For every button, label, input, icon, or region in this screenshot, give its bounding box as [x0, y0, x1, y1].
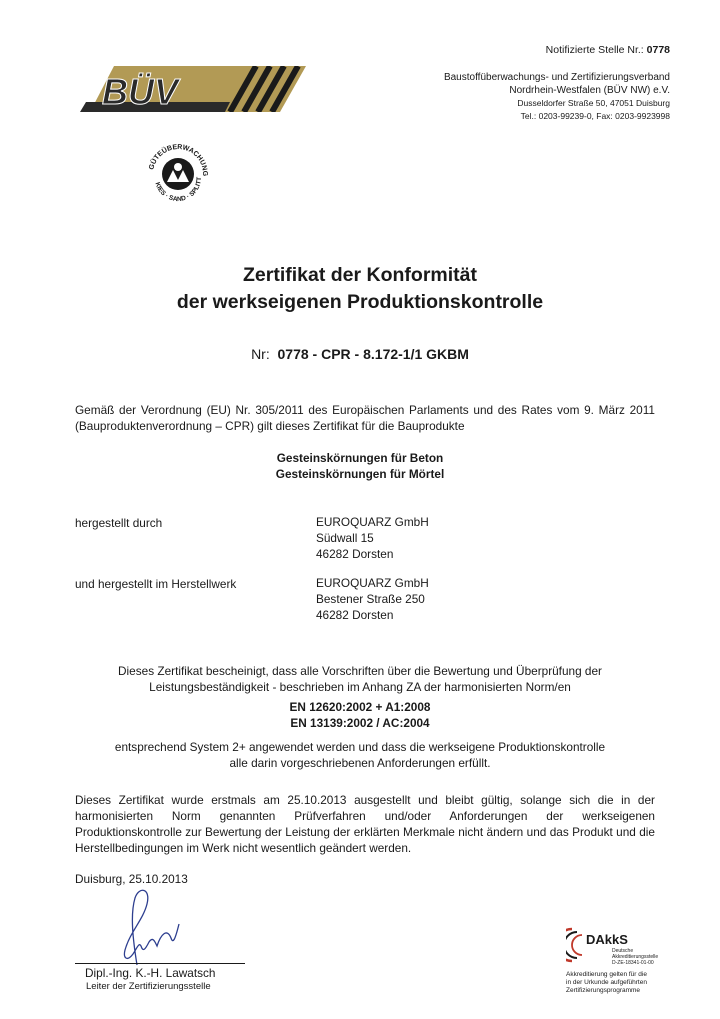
certificate-title [0, 262, 720, 316]
org-line-4: Tel.: 0203-99239-0, Fax: 0203-9923998 [520, 110, 670, 121]
plant-city: 46282 Dorsten [316, 608, 394, 622]
place-date: Duisburg, 25.10.2013 [75, 872, 188, 886]
system-paragraph [60, 739, 660, 771]
system-line-1: entsprechend System 2+ angewendet werden und dass die werkseigene Produktionskontrolle [114, 740, 606, 754]
standards-list [60, 699, 660, 731]
quality-seal [143, 138, 213, 209]
notified-number: 0778 [646, 44, 670, 56]
quality-seal-icon [143, 138, 213, 204]
cert-number-value: 0778 - CPR - 8.172-1/1 GKBM [277, 346, 469, 362]
signatory-role: Leiter der Zertifizierungsstelle [86, 981, 211, 992]
signature [75, 880, 205, 975]
system-line-2: alle darin vorgeschriebenen Anforderungen erfüllt. [229, 756, 491, 770]
notified-label: Notifizierte Stelle Nr.: [545, 44, 644, 56]
title-line-1: Zertifikat der Konformität [242, 264, 478, 286]
product-item: Gesteinskörnungen für Mörtel [275, 467, 445, 481]
manufacturer-name: EUROQUARZ GmbH [316, 515, 429, 529]
certifies-paragraph [60, 663, 660, 695]
dakks-icon [566, 925, 676, 969]
cert-number-label: Nr: [251, 346, 270, 362]
buev-logo [80, 66, 308, 117]
dakks-logo-text: DAkkS [586, 932, 628, 947]
buev-logo-icon [80, 66, 308, 112]
manufacturer-city: 46282 Dorsten [316, 547, 394, 561]
organization-address [444, 72, 670, 122]
dakks-note [566, 971, 647, 995]
dakks-sub-3: D-ZE-18341-01-00 [612, 960, 654, 966]
manufacturer-address [316, 514, 429, 562]
dakks-note-1: Akkreditierung gelten für die [566, 971, 647, 978]
signatory-name: Dipl.-Ing. K.-H. Lawatsch [85, 966, 216, 980]
title-line-2: der werkseigenen Produktionskontrolle [176, 291, 544, 313]
org-line-2: Nordrhein-Westfalen (BÜV NW) e.V. [509, 84, 670, 96]
plant-name: EUROQUARZ GmbH [316, 576, 429, 590]
signature-icon [75, 880, 205, 970]
plant-label: und hergestellt im Herstellwerk [75, 577, 237, 591]
logo-text: BÜV [102, 71, 179, 112]
product-item: Gesteinskörnungen für Beton [276, 451, 444, 465]
certificate-number [0, 346, 720, 362]
dakks-sub-2: Akkreditierungsstelle [612, 954, 659, 960]
notified-body [546, 44, 670, 56]
org-line-3: Dusseldorfer Straße 50, 47051 Duisburg [517, 98, 670, 108]
dakks-note-3: Zertifizierungsprogramme [566, 987, 641, 994]
dakks-logo [566, 925, 676, 974]
signature-line [75, 963, 245, 964]
dakks-note-2: in der Urkunde aufgeführten [566, 979, 647, 986]
plant-street: Bestener Straße 250 [316, 592, 425, 606]
seal-top-text: GÜTEÜBERWACHUNG [148, 143, 209, 177]
validity-paragraph: Dieses Zertifikat wurde erstmals am 25.10.2013 ausgestellt und bleibt gültig, solange sich die in der harmonisierten Norm genannten Prüfverfahren und/oder Anforderungen der werkseigenen Produktionskontrolle zur Bewertung der Leistung der erklärten Merkmale nicht ändern und das Produkt und die Herstellbedingungen im Werk nicht wesentlich geändert werden. [75, 793, 655, 855]
plant-address [316, 575, 429, 623]
dakks-sub-1: Deutsche [612, 948, 634, 954]
certifies-line-1: Dieses Zertifikat bescheinigt, dass alle Vorschriften über die Bewertung und Überprüfung der [118, 664, 602, 678]
regulation-paragraph: Gemäß der Verordnung (EU) Nr. 305/2011 des Europäischen Parlaments und des Rates vom 9. März 2011 (Bauproduktenverordnung – CPR) gilt dieses Zertifikat für die Bauprodukte [75, 403, 655, 433]
manufacturer-label: hergestellt durch [75, 516, 163, 530]
org-line-1: Baustoffüberwachungs- und Zertifizierungsverband [443, 72, 670, 83]
standard-item: EN 12620:2002 + A1:2008 [289, 700, 431, 714]
seal-bottom-text: KIES · SAND · SPLITT [153, 176, 204, 204]
certifies-line-2: Leistungsbeständigkeit - beschrieben im Anhang ZA der harmonisierten Norm/en [149, 680, 571, 694]
product-list [60, 450, 660, 482]
standard-item: EN 13139:2002 / AC:2004 [290, 716, 430, 730]
manufacturer-street: Südwall 15 [316, 531, 374, 545]
